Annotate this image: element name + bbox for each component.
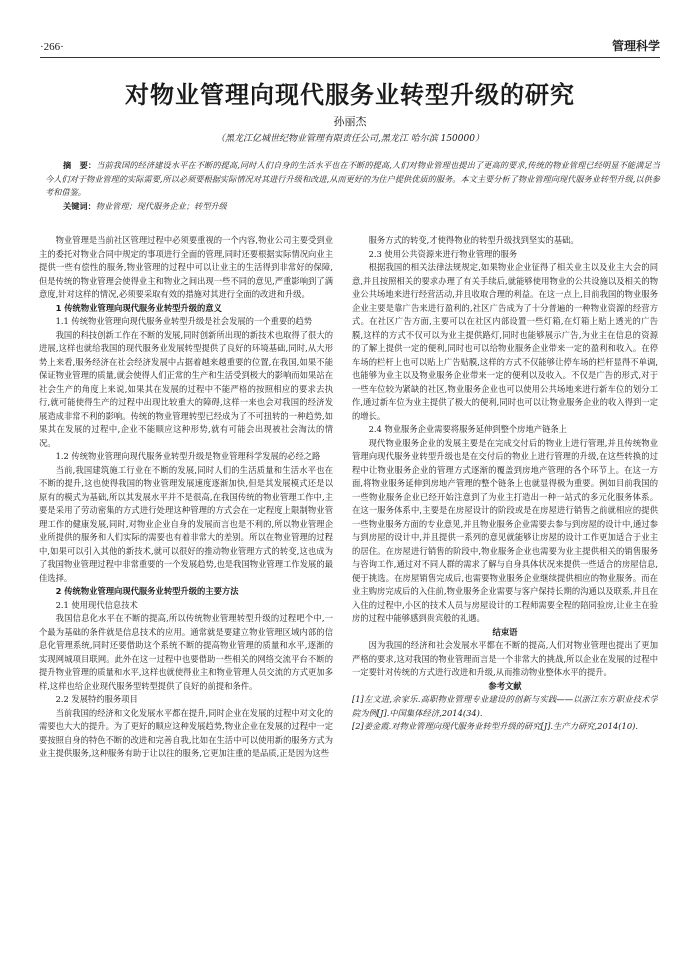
paragraph: 当前,我国建筑施工行业在不断的发展,同时人们的生活质量和生活水平也在不断的提升,这也使得我国的物业管理发展速度逐渐加快,但是其发展模式还是以原有的模式为基础,所以其发展水平并不是很高,在我国传统的物业管理工作中,主要是采用了劳动密集的方式进行处理这种管理的方式会在一定程度上限制物业管理工作的健康发展,同时,对物业企业自身的发展而言也是不利的,所以物业管理企业所提供的服务和人们实际的需要也有着非常大的差别。所以在物业管理的过程中,如果可以引入其他的新技术,就可以很好的推动物业管理方式的转变,这也成为了我国物业管理过程中非常重要的一个发展趋势,也是我国物业管理工作发展的最佳选择。 (39, 464, 333, 583)
page-number: ·266· (40, 41, 64, 53)
article-title: 对物业管理向现代服务业转型升级的研究 (125, 81, 575, 109)
paragraph: 我国的科技创新工作在不断的发展,同时创新所出现的新技术也取得了很大的进展,这样也就给我国的现代服务业发展转型提供了良好的环境基础,同时,从大形势上来看,服务经济在社会经济发展中占据着越来越重要的位置,在我国,如果不能保证物业管理的质量,就会使得人们正常的生产和生活受到极大的影响而如果站在社会生产的角度上来说,如果其在发展的过程中不能严格的按照相应的要求去执行,就可能使得生产的过程中出现比较重大的障碍,这样一来也会对我国的经济发展造成非常不利的影响。传统的物业管理转型已经成为了不可扭转的一种趋势,如果其在发展的过程中,企业不能顺应这种形势,就有可能会出现被社会淘汰的情况。 (39, 329, 333, 448)
reference-item: [1]左文进,余家乐.高职物业管理专业建设的创新与实践——以浙江东方职业技术学院为例[J].中国集体经济,2014(34). (352, 694, 658, 718)
keywords-label: 关键词： (63, 200, 96, 211)
paragraph: 现代物业服务企业的发展主要是在完成交付后的物业上进行管理,并且传统物业管理向现代服务业转型升级也是在交付后的物业上进行管理的升级,在这些转换的过程中让物业服务企业的管理方式逐渐的覆盖到房地产管理的各个环节上。在这一方面,将物业服务延伸到房地产管理的整个链条上也就显得极为重要。例如目前我国的一些物业服务企业已经开始注意到了为业主打造出一种一站式的多元化服务体系。在这一服务体系中,主要是在房屋设计的阶段或是在房屋进行销售之前就相应的提供一些物业服务方面的专业意见,并且物业服务企业需要去参与到房屋的设计中,通过参与到房屋的设计中,并且提供一系列的意见就能够让房屋的设计工作更加适合于业主的居住。在房屋进行销售的阶段中,物业服务企业也需要为业主提供相关的销售服务与咨询工作,通过对不同人群的需求了解与自身具体状况来提供一些适合的房屋信息,便于挑选。在房屋销售完成后,也需要物业服务企业继续提供相应的物业服务。而在业主购房完成后的入住前,物业服务企业需要与客户保持长期的沟通以及联系,并且在入住的过程中,小区的技术人员与房屋设计的工程师需要全程的陪同验房,让业主在验房的过程中能够感到贵宾般的礼遇。 (352, 437, 658, 623)
keywords-text: 物业管理；现代服务企业；转型升级 (95, 200, 227, 211)
paragraph: 我国信息化水平在不断的提高,所以传统物业管理转型升级的过程吧个中,一个最为基础的条件就是信息技术的应用。通常就是要建立物业管理区域内部的信息化管理系统,同时还要借助这个系统不断的提高物业管理的质量和水平,逐渐的实现网城项目联网。此外在这一过程中也要借助一些相关的网络交流平台不断的提升物业管理的质量和水平,这样也就使得业主和物业管理人员交流的方式更加多样,这样也给企业现代服务型转型提供了良好的前提和条件。 (39, 613, 333, 691)
reference-item: [2]姜金霞.对物业管理向现代服务业转型升级的研究[J].生产力研究,2014(10). (352, 721, 638, 731)
subsection-heading: 2.2 发展特约服务项目 (55, 694, 138, 704)
section-heading: 2 传统物业管理向现代服务业转型升级的主要方法 (55, 586, 239, 596)
body-column-left (39, 234, 333, 924)
subsection-heading: 1.1 传统物业管理向现代服务业转型升级是社会发展的一个重要的趋势 (55, 316, 313, 326)
journal-name: 管理科学 (611, 39, 660, 53)
abstract (45, 159, 660, 200)
subsection-heading: 2.1 使用现代信息技术 (55, 599, 138, 610)
paragraph: 物业管理是当前社区管理过程中必须要重视的一个内容,物业公司主要受到业主的委托对物业合同中规定的事项进行全面的管理,同时还要根据实际情况向业主提供一些有偿性的服务,物业管理的过程中可以让业主的生活得到非常好的保障,但是传统的物业管理会使得业主和物业之间出现一些不同的意见,严重影响到了满意度,针对这样的情况,必须要采取有效的措施对其进行全面的改进和升级。 (39, 235, 333, 299)
keywords (63, 200, 660, 214)
subsection-heading: 2.4 物业服务企业需要将服务延伸到整个房地产链条上 (368, 424, 567, 434)
subsection-heading: 1.2 传统物业管理向现代服务业转型升级是物业管理科学发展的必经之路 (55, 451, 321, 461)
paragraph: 因为我国的经济和社会发展水平都在不断的提高,人们对物业管理也提出了更加严格的要求,这对我国的物业管理而言是一个非常大的挑战,所以企业在发展的过程中一定要针对传统的方式进行改进和升级,从而推动物业整体水平的提升。 (352, 640, 658, 677)
abstract-text: 当前我国的经济建设水平在不断的提高,同时人们自身的生活水平也在不断的提高,人们对物业管理也提出了更高的要求,传统的物业管理已经明显不能满足当今人们对于物业管理的实际需要,所以必须要根据实际情况对其进行升级和改进,从而更好的为住户提供优质的服务。本文主要分析了物业管理向现代服务业转型升级,以供参考和借鉴。 (45, 160, 660, 197)
subsection-heading: 2.3 使用公共资源来进行物业管理的服务 (368, 248, 518, 259)
paragraph: 服务方式的转变,才使得物业的转型升级找到坚实的基础。 (368, 235, 579, 245)
section-heading: 结束语 (492, 626, 518, 637)
abstract-label: 摘 要： (63, 160, 97, 170)
article-author: 孙丽杰 (333, 115, 367, 128)
section-heading: 参考文献 (488, 680, 522, 691)
header-divider (40, 57, 660, 58)
author-affiliation: （黑龙江亿城世纪物业管理有限责任公司,黑龙江 哈尔滨 150000） (216, 134, 484, 144)
paragraph: 根据我国的相关法律法规规定,如果物业企业征得了相关业主以及业主大会的同意,并且按照相关的要求办理了有关手续后,就能够使用物业的公共设施以及相关的物业公共场地来进行经营活动,并且收取合理的利益。在这一点上,目前我国的物业服务企业主要是靠广告来进行盈利的,社区广告成为了十分普遍的一种物业资源的经营方式。在社区广告方面,主要可以在社区内部设置一些灯箱,在灯箱上贴上透光的广告膜,这样的方式不仅可以为业主提供路灯,同时也能够展示广告,为业主在信息的资源的了解上提供一定的便利,同时也可以给物业服务企业带来一定的盈利和收入。在停车场的栏杆上也可以贴上广告贴膜,这样的方式不仅能够让停车场的栏杆显得不单调,也能够为业主以及物业服务企业带来一定的便利以及收入。不仅是广告的形式,对于一些车位较为紧缺的社区,物业服务企业也可以使用公共场地来进行新车位的划分工作,通过新车位为业主提供了极大的便利,同时也可以让物业服务企业的收入得到一定的增长。 (352, 262, 658, 421)
paragraph: 当前我国的经济和文化发展水平都在提升,同时企业在发展的过程中对文化的需要也大大的提升。为了更好的顺应这种发展趋势,物业企业在发展的过程中一定要按照自身的特色不断的改进和完善自我,比如在生活中可以使用新的服务方式为业主提供服务,这种服务有助于让以往的服务,它更加注重的是品质,正是因为这些 (39, 707, 333, 758)
body-column-right (352, 234, 658, 924)
section-heading: 1 传统物业管理向现代服务业转型升级的意义 (55, 302, 222, 313)
page-header (40, 33, 660, 55)
abstract-block (45, 159, 660, 213)
